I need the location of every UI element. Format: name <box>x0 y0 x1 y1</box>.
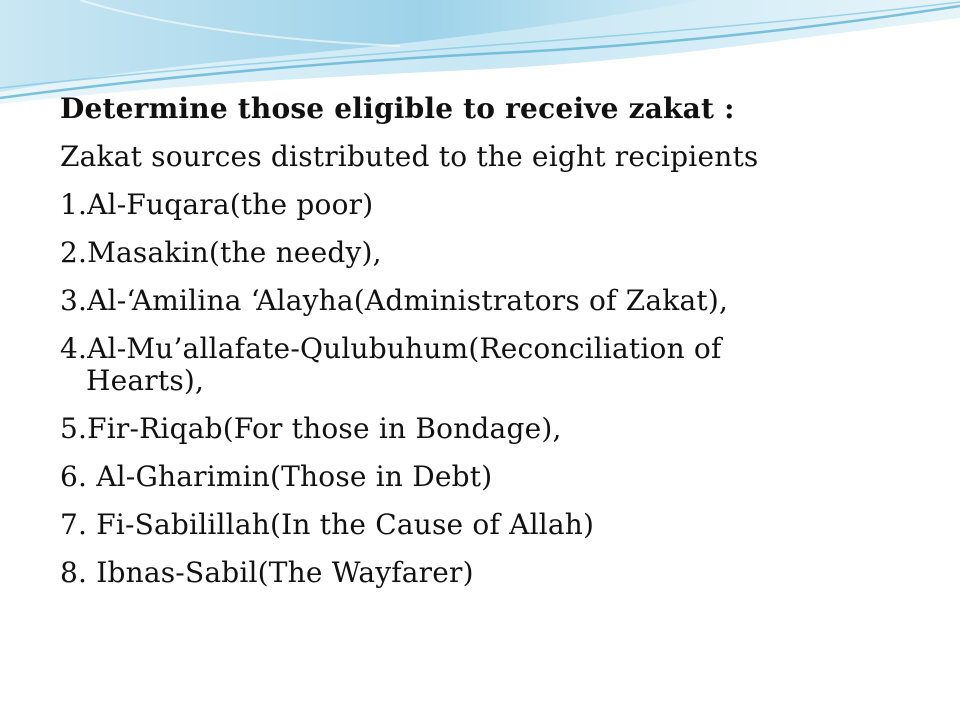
recipient-item-5: 5.Fir-Riqab(For those in Bondage), <box>60 412 562 445</box>
slide-heading: Determine those eligible to receive zakat : <box>60 92 735 125</box>
recipient-item-1: 1.Al-Fuqara(the poor) <box>60 188 374 221</box>
slide-body <box>60 92 920 604</box>
recipient-item-3: 3.Al-‘Amilina ‘Alayha(Administrators of Zakat), <box>60 284 729 317</box>
recipient-item-8: 8. Ibnas-Sabil(The Wayfarer) <box>60 556 474 589</box>
intro-line: Zakat sources distributed to the eight recipients <box>60 140 759 173</box>
recipient-item-6: 6. Al-Gharimin(Those in Debt) <box>60 460 493 493</box>
recipient-item-4 <box>60 332 920 398</box>
recipient-item-4-continuation: Hearts), <box>86 364 205 397</box>
recipient-item-2: 2.Masakin(the needy), <box>60 236 382 269</box>
recipient-item-4-text: 4.Al-Mu’allafate-Qulubuhum(Reconciliation of <box>60 332 722 365</box>
recipient-item-7: 7. Fi-Sabilillah(In the Cause of Allah) <box>60 508 595 541</box>
